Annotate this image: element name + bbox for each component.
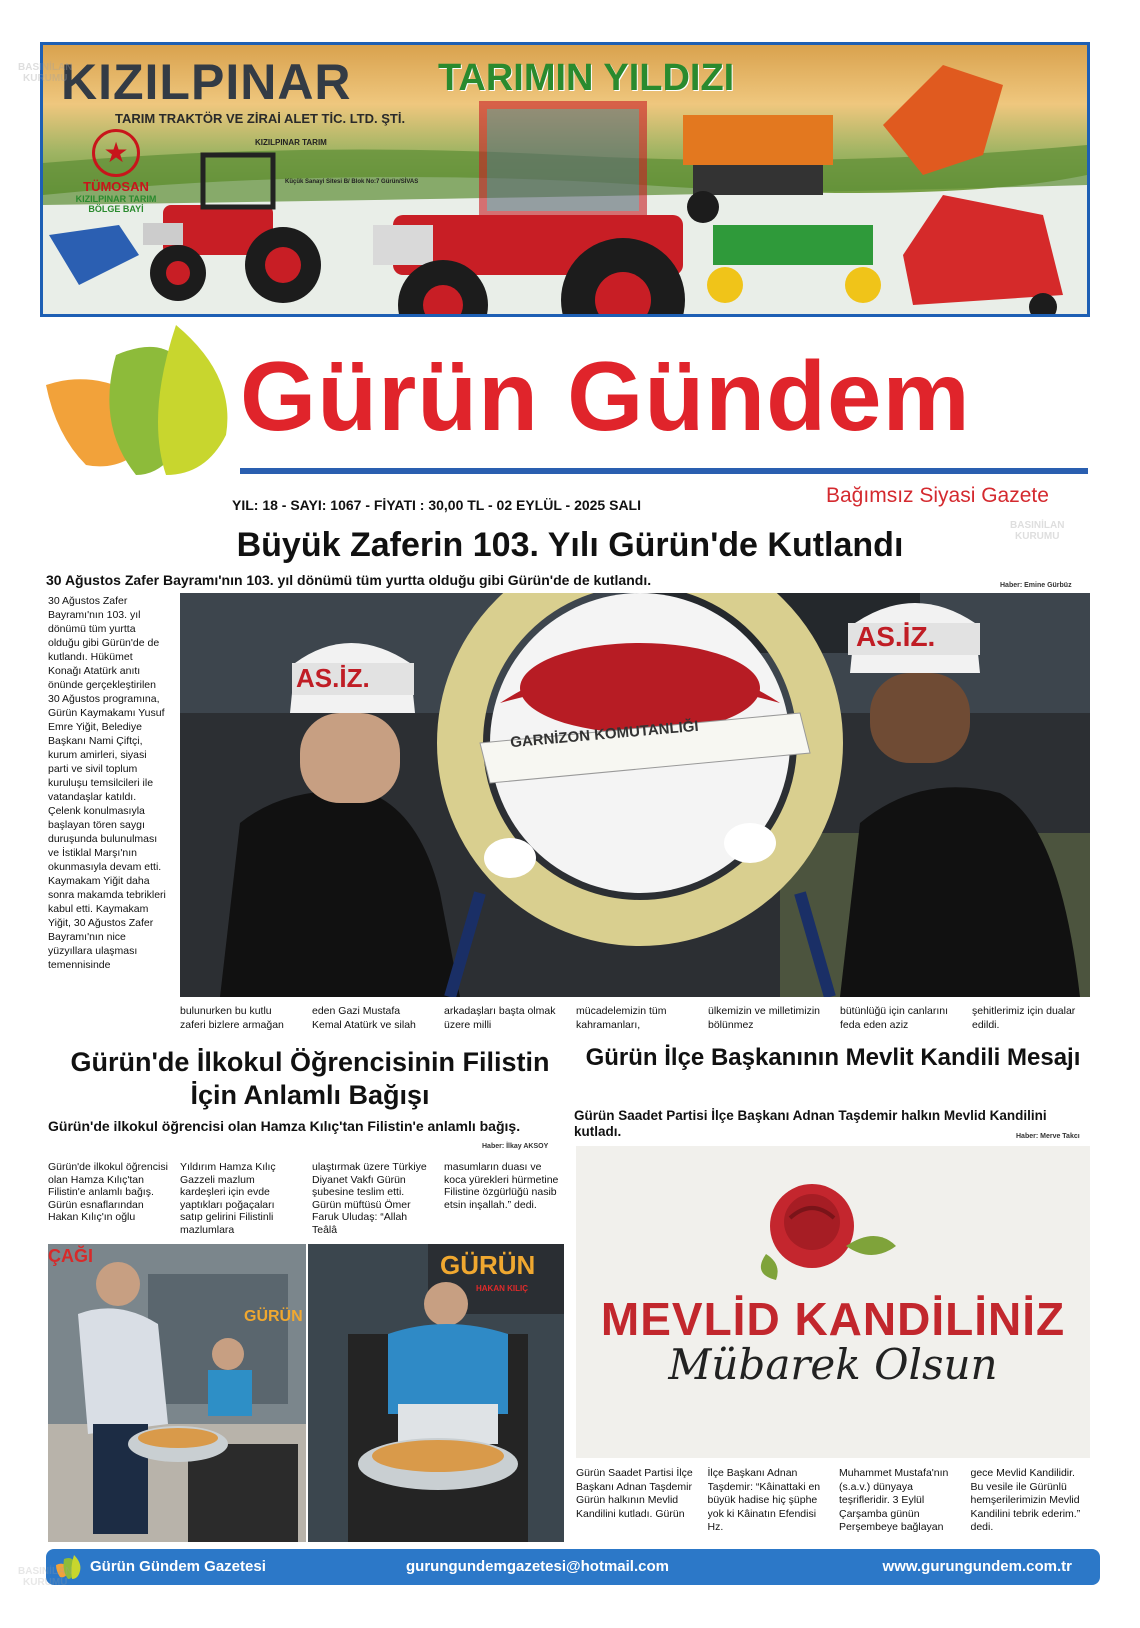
ad-dealer-block — [61, 129, 171, 214]
helmet-label-left: AS.İZ. — [296, 663, 370, 693]
mevlid-greeting-card[interactable] — [576, 1146, 1090, 1458]
tumosan-star-icon: ★ — [92, 129, 140, 177]
watermark-line2: KURUMU — [23, 73, 68, 84]
footer-website-link[interactable]: www.gurungundem.com.tr — [882, 1558, 1072, 1575]
story2-column: ulaştırmak üzere Türkiye Diyanet Vakfı Gürün şubesine teslim etti. Gürün müftüsü Ömer Faruk Uludaş: “Allah Teâlâ — [312, 1161, 427, 1236]
main-story-column: eden Gazi Mustafa Kemal Atatürk ve silah — [312, 1005, 416, 1031]
main-story-photo[interactable] — [180, 593, 1090, 997]
wreath-ribbon-label: GARNİZON KOMUTANLIĞI — [509, 717, 700, 752]
story2-photo-handover[interactable] — [48, 1244, 306, 1542]
story3-byline: Haber: Merve Takcı — [1016, 1133, 1080, 1140]
main-story-column: bulunurken bu kutlu zaferi bizlere armağan — [180, 1005, 284, 1031]
story3-column: Gürün Saadet Partisi İlçe Başkanı Adnan Taşdemir Gürün halkının Mevlid Kandilini kutladı. Gürün — [576, 1467, 693, 1520]
story2-headline[interactable]: Gürün'de İlkokul Öğrencisinin Filistin İçin Anlamlı Bağışı — [70, 1047, 550, 1110]
story2-byline: Haber: İlkay AKSOY — [482, 1143, 549, 1150]
watermark-line1: BASINİLAN — [18, 62, 73, 73]
masthead-rule — [240, 468, 1088, 474]
ad-dealer-brand: TÜMOSAN — [83, 179, 149, 194]
main-story-column: şehitlerimiz için dualar edildi. — [972, 1005, 1076, 1031]
story2-column: masumların duası ve koca yürekleri hürmetine Filistine özgürlüğü nasib etsin inşallah.” dedi. — [444, 1161, 559, 1211]
ad-sign-name: KIZILPINAR TARIM — [255, 138, 327, 147]
advertisement-banner[interactable] — [40, 42, 1090, 317]
ad-brand — [61, 53, 352, 111]
main-story-spot: 30 Ağustos Zafer Bayramı'nın 103. yıl dönümü tüm yurtta olduğu gibi Gürün'de de kutlandı. — [46, 572, 652, 588]
ad-slogan: TARIMIN YILDIZI — [438, 57, 735, 99]
main-story-column: ülkemizin ve milletimizin bölünmez — [708, 1005, 821, 1031]
helmet-label-right: AS.İZ. — [856, 621, 936, 652]
main-story-column: bütünlüğü için canlarını feda eden aziz — [840, 1005, 948, 1031]
issue-line: YIL: 18 - SAYI: 1067 - FİYATI : 30,00 TL - 02 EYLÜL - 2025 SALI — [232, 497, 642, 513]
story3-column: Muhammet Mustafa'nın (s.a.v.) dünyaya teşrifleridir. 3 Eylül Çarşamba günün Perşembeye bağlayan — [839, 1467, 949, 1533]
story3-spot: Gürün Saadet Partisi İlçe Başkanı Adnan Taşdemir halkın Mevlid Kandilini kutladı. — [574, 1108, 1047, 1139]
story2-columns — [48, 1161, 564, 1236]
ad-address-block — [255, 137, 419, 185]
footer-name: Gürün Gündem Gazetesi — [90, 1558, 266, 1575]
ad-dealer-name: KIZILPINAR TARIM — [75, 194, 157, 204]
ad-address: Küçük Sanayi Sitesi B/ Blok No:7 Gürün/SİVAS — [285, 179, 419, 185]
story3-column: gece Mevlid Kandilidir. Bu vesile ile Gürünlü hemşerilerimizin Mevlid Kandilini tebrik ederim.” dedi. — [970, 1467, 1081, 1533]
main-story-left-column: 30 Ağustos Zafer Bayramı'nın 103. yıl dönümü tüm yurtta olduğu gibi Gürün'de de kutlandı. Hükümet Konağı Atatürk anıtı önünde gerçekleştirilen 30 Ağustos programına, Gürün Kaymakamı Yusuf Emre Yiğit, Belediye Başkanı Nami Çiftçi, kurum amirleri, siyasi parti ve sivil toplum kuruluşu temsilcileri ile vatandaşlar katıldı. Çelenk konulmasıyla başlayan tören saygı duruşunda bulunulması ve İstiklal Marşı'nın okunmasıyla devam etti. Kaymakam Yiğit daha sonra makamda tebrikleri kabul etti. Kaymakam Yiğit, 30 Ağustos Zafer Bayramı'nın nice yüzyıllara ulaşması temennisinde — [48, 595, 166, 971]
ad-brand-text: KIZILPINAR — [61, 54, 352, 110]
masthead-subtitle: Bağımsız Siyasi Gazete — [826, 484, 1049, 507]
story2-photo-boy[interactable] — [308, 1244, 564, 1542]
ad-dealer-label: BÖLGE BAYİ — [88, 204, 144, 214]
masthead-title: Gürün Gündem — [240, 341, 971, 451]
wreath-ceremony-illustration — [180, 593, 1090, 997]
shop-sign-gurun: GÜRÜN — [440, 1250, 536, 1280]
rose-icon — [576, 1146, 1090, 1296]
main-story-column: mücadelemizin tüm kahramanları, — [576, 1005, 667, 1031]
story2-column: Yıldırım Hamza Kılıç Gazzeli mazlum kardeşleri için evde yaptıkları poğaçaları satıp gelirini Filistinli mazlumlara — [180, 1161, 276, 1236]
card-script: Mübarek Olsun — [668, 1340, 998, 1389]
shop-sign-small: GÜRÜN — [244, 1308, 303, 1325]
ad-tagline: TARIM TRAKTÖR VE ZİRAİ ALET TİC. LTD. ŞTİ. — [115, 111, 406, 126]
story3-headline[interactable]: Gürün İlçe Başkanının Mevlit Kandili Mesajı — [585, 1044, 1081, 1071]
story3-columns — [576, 1467, 1090, 1542]
main-story-column: arkadaşları başta olmak üzere milli — [444, 1005, 556, 1031]
story2-spot: Gürün'de ilkokul öğrencisi olan Hamza Kılıç'tan Filistin'e anlamlı bağış. — [48, 1118, 521, 1134]
shop-sign-left: ÇAĞI — [48, 1246, 93, 1266]
shop-sign-owner: HAKAN KILIÇ — [476, 1284, 528, 1293]
watermark — [18, 62, 72, 84]
watermark — [1010, 520, 1064, 542]
watermark-line1: BASINİLAN — [1010, 520, 1065, 531]
handover-illustration — [48, 1244, 306, 1542]
main-story-columns — [180, 1004, 1090, 1036]
card-title: MEVLİD KANDİLİNİZ — [600, 1293, 1066, 1345]
watermark-line2: KURUMU — [1015, 531, 1060, 542]
footer-bar — [46, 1549, 1100, 1585]
watermark-line2: KURUMU — [23, 1577, 68, 1588]
watermark-line1: BASINİLAN — [18, 1566, 73, 1577]
newspaper-leaf-logo-icon — [46, 325, 236, 480]
main-story-headline[interactable]: Büyük Zaferin 103. Yılı Gürün'de Kutlandı — [236, 526, 904, 564]
story2-column: Gürün'de ilkokul öğrencisi olan Hamza Kılıç'tan Filistin'e anlamlı bağış. Gürün esnaflarından Hakan Kılıç'ın oğlu — [48, 1161, 168, 1223]
footer-email-link[interactable]: gurungundemgazetesi@hotmail.com — [406, 1558, 669, 1575]
story3-column: İlçe Başkanı Adnan Taşdemir: “Kâinattaki en büyük hadise hiç şüphe yok ki Kâinatın Efendisi Hz. — [707, 1467, 821, 1533]
watermark — [18, 1566, 72, 1588]
main-story-byline: Haber: Emine Gürbüz — [1000, 582, 1072, 589]
